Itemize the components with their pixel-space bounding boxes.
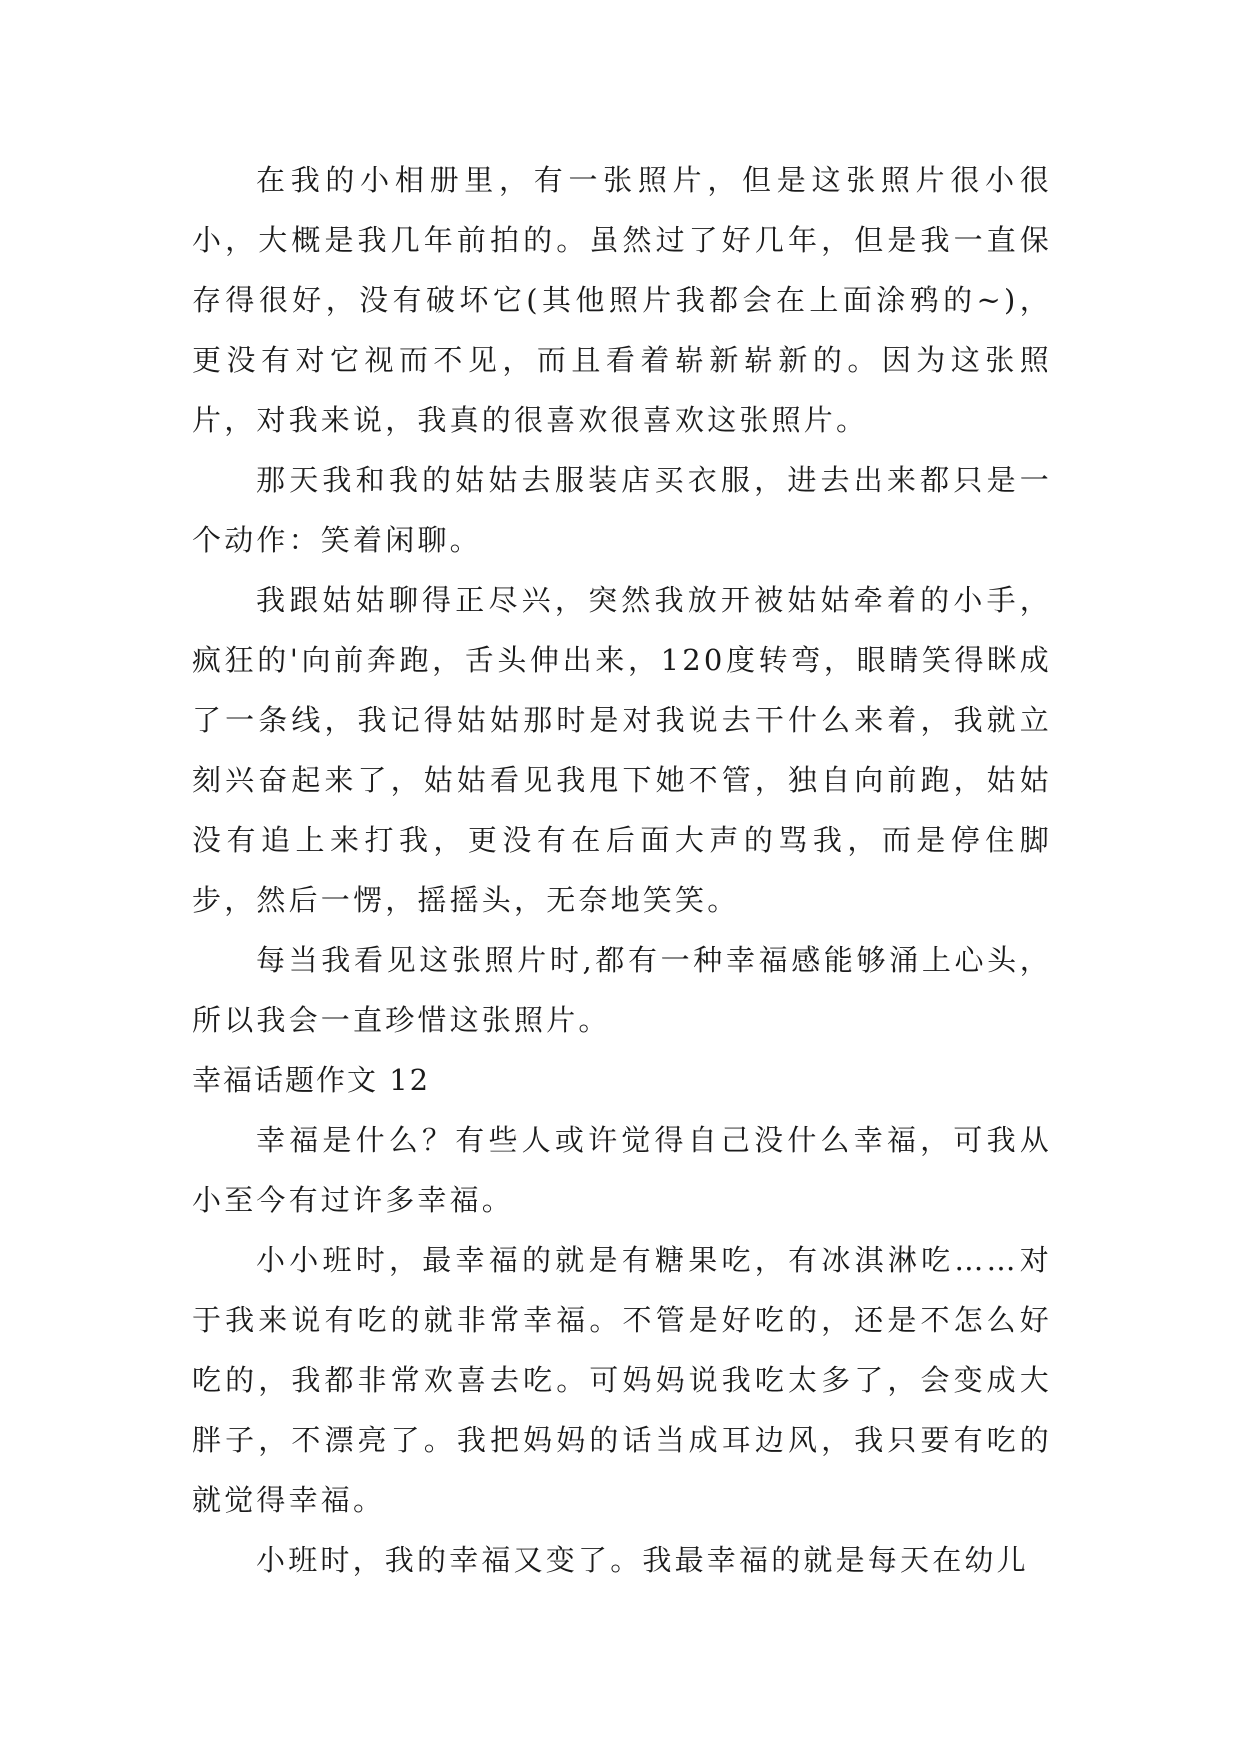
paragraph-cherish-photo: 每当我看见这张照片时,都有一种幸福感能够涌上心头，所以我会一直珍惜这张照片。 bbox=[192, 943, 1052, 1037]
paragraph-what-is-happiness: 幸福是什么？有些人或许觉得自己没什么幸福，可我从小至今有过许多幸福。 bbox=[192, 1123, 1052, 1217]
paragraph-shopping-trip: 那天我和我的姑姑去服装店买衣服，进去出来都只是一个动作：笑着闲聊。 bbox=[192, 463, 1052, 557]
paragraph-running-away: 我跟姑姑聊得正尽兴，突然我放开被姑姑牵着的小手，疯狂的'向前奔跑，舌头伸出来，120度转弯，眼睛笑得眯成了一条线，我记得姑姑那时是对我说去干什么来着，我就立刻兴奋起来了，姑姑看见我甩下她不管，独自向前跑，姑姑没有追上来打我，更没有在后面大声的骂我，而是停住脚步，然后一愣，摇摇头，无奈地笑笑。 bbox=[192, 583, 1052, 917]
paragraph-kindergarten: 小班时，我的幸福又变了。我最幸福的就是每天在幼儿 bbox=[256, 1543, 1029, 1577]
document-body bbox=[192, 150, 1052, 1590]
paragraph-photo-album: 在我的小相册里，有一张照片，但是这张照片很小很小，大概是我几年前拍的。虽然过了好几年，但是我一直保存得很好，没有破坏它(其他照片我都会在上面涂鸦的~)，更没有对它视而不见，而且看着崭新崭新的。因为这张照片，对我来说，我真的很喜欢很喜欢这张照片。 bbox=[192, 163, 1052, 437]
paragraph-candy-icecream: 小小班时，最幸福的就是有糖果吃，有冰淇淋吃……对于我来说有吃的就非常幸福。不管是好吃的，还是不怎么好吃的，我都非常欢喜去吃。可妈妈说我吃太多了，会变成大胖子，不漂亮了。我把妈妈的话当成耳边风，我只要有吃的就觉得幸福。 bbox=[192, 1243, 1052, 1517]
essay-heading: 幸福话题作文 12 bbox=[192, 1063, 431, 1097]
